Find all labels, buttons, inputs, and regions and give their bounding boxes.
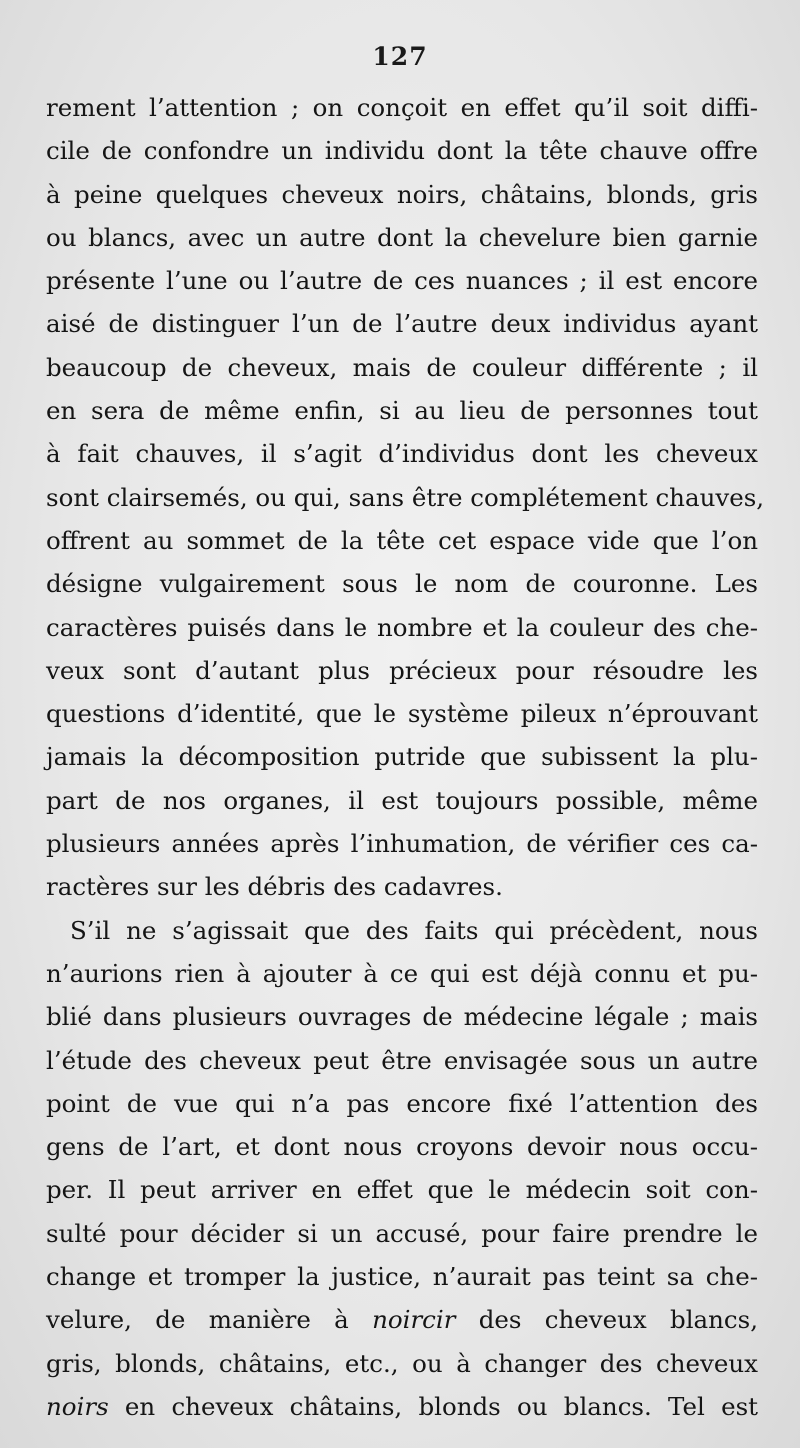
text-line: caractères puisés dans le nombre et la couleur des che- [46, 612, 758, 642]
text-line: présente l’une ou l’autre de ces nuances ; il est encore [46, 266, 758, 296]
text-line: sulté pour décider si un accusé, pour faire prendre le [46, 1218, 758, 1248]
text-line: change et tromper la justice, n’aurait pas teint sa che- [46, 1262, 758, 1292]
text-segment: en cheveux châtains, blonds ou blancs. Tel est [108, 1391, 758, 1421]
text-line: aisé de distinguer l’un de l’autre deux individus ayant [46, 309, 758, 339]
paragraph-start-line: S’il ne s’agissait que des faits qui précèdent, nous [70, 915, 758, 945]
text-line: n’aurions rien à ajouter à ce qui est déjà connu et pu- [46, 958, 758, 988]
text-line: à fait chauves, il s’agit d’individus dont les cheveux [46, 439, 758, 469]
text-line: gens de l’art, et dont nous croyons devoir nous occu- [46, 1132, 758, 1162]
text-line: questions d’identité, que le système pileux n’éprouvant [46, 699, 758, 729]
paragraph-end-line: ractères sur les débris des cadavres. [46, 872, 503, 902]
text-line: per. Il peut arriver en effet que le médecin soit con- [46, 1175, 758, 1205]
text-line: part de nos organes, il est toujours possible, même [46, 785, 758, 815]
page-number: 127 [372, 42, 428, 71]
text-line: point de vue qui n’a pas encore fixé l’attention des [46, 1088, 758, 1118]
italic-word: noirs [46, 1391, 109, 1421]
text-line: rement l’attention ; on conçoit en effet qu’il soit diffi- [46, 93, 758, 122]
text-line: l’étude des cheveux peut être envisagée sous un autre [46, 1045, 758, 1075]
text-line: désigne vulgairement sous le nom de couronne. Les [46, 569, 758, 599]
text-line: gris, blonds, châtains, etc., ou à changer des cheveux [46, 1348, 758, 1378]
text-line [46, 1385, 758, 1428]
text-segment: velure, de manière à [46, 1305, 373, 1335]
text-line: offrent au sommet de la tête cet espace vide que l’on [46, 525, 758, 555]
text-line: jamais la décomposition putride que subissent la plu- [46, 742, 758, 772]
body-text [46, 86, 765, 1428]
text-line: blié dans plusieurs ouvrages de médecine légale ; mais [46, 1002, 758, 1032]
text-line: à peine quelques cheveux noirs, châtains, blonds, gris [46, 179, 758, 209]
text-line: sont clairsemés, ou qui, sans être complétement chauves, [46, 482, 765, 512]
text-line: veux sont d’autant plus précieux pour résoudre les [46, 655, 758, 685]
text-line [46, 1298, 758, 1341]
text-line: ou blancs, avec un autre dont la chevelure bien garnie [46, 222, 758, 252]
italic-word: noircir [372, 1305, 456, 1335]
text-line: en sera de même enfin, si au lieu de personnes tout [46, 396, 758, 426]
text-line: cile de confondre un individu dont la tête chauve offre [46, 136, 758, 166]
text-line: beaucoup de cheveux, mais de couleur différente ; il [46, 352, 758, 382]
text-line: plusieurs années après l’inhumation, de vérifier ces ca- [46, 829, 758, 859]
text-segment: des cheveux blancs, [455, 1305, 758, 1335]
